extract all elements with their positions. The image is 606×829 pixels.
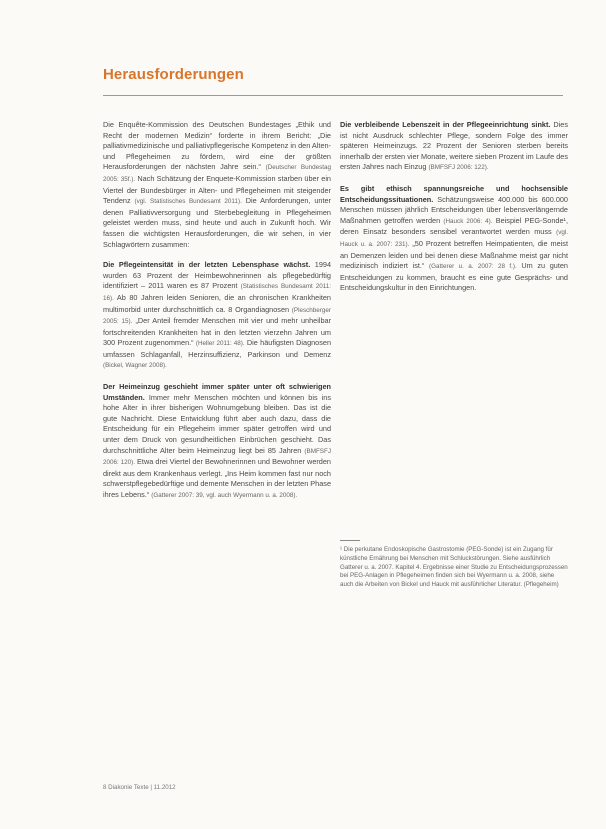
footnote: ¹ Die perkutane Endoskopische Gastrostomie (PEG-Sonde) ist ein Zugang für künstliche Ernährung bei Menschen mit Schluckstörungen. Siehe ausführlich Gatterer u. a. 2007. Kapitel 4. Ergebnisse einer Studie zu Entscheidungsprozessen bei PEG-Anlagen in Pflegeheimen finden sich bei Wyermann u. a. 2008, siehe auch die Arbeiten von Bickel und Hauck mit ausführlicher Literatur. (Pflegeheim) [340,546,568,589]
citation: (Heller 2011: 48). [195,340,245,348]
paragraph-text: Beispiel PEG-Sonde¹, deren Einsatz besonders sensibel verantwortet werden muss [340,215,568,237]
paragraph-lead: Der Heimeinzug geschieht immer später unter oft schwierigen Umständen. [103,382,331,402]
paragraph-text: Die Enquête-Kommission des Deutschen Bundestages „Ethik und Recht der modernen Medizin“ forderte in ihrem Bericht: „Die palliativmedizinische und palliativpflegerische Kompetenz in den Alten- und Pflegeheimen zu fördern, wird eine der größten Herausforderungen der nächsten Jahre sein.“ [103,120,331,172]
paragraph-text: Schätzungsweise 400.000 bis 600.000 Menschen müssen jährlich Entscheidungen über lebensverlängernde Maßnahmen getroffen werden [340,194,568,225]
paragraph-lead: Die verbleibende Lebenszeit in der Pflegeeinrichtung sinkt. [340,120,551,129]
paragraph-text: „Der Anteil fremder Menschen mit vier und mehr unheilbar fortschreitenden Krankheiten hat in den letzten vierzehn Jahren um 300 Prozent zugenommen.“ [103,316,331,348]
footnote-divider [340,540,360,541]
paragraph-pflegeintensitaet [103,260,331,372]
citation: (BMFSFJ 2006: 120). [103,447,331,467]
citation: (Hauck 2006: 4). [443,217,493,225]
paragraph-lebenszeit [340,120,568,174]
paragraph-text: Die Anforderungen, unter denen Palliativversorgung und Sterbebegleitung in Pflegeheimen geleistet werden muss, sind heute und auch in Zukunft hoch. Wir fassen die wichtigsten Herausforderungen, die wir sehen, in vier Schlagwörtern zusammen: [103,196,331,249]
citation: (Bickel, Wagner 2008). [103,362,167,370]
citation: (BMFSFJ 2006: 122). [428,164,489,172]
paragraph-text: Dies ist nicht Ausdruck schlechter Pflege, sondern Folge des immer späteren Heimeinzugs. 22 Prozent der Senioren sterben bereits innerhalb der ersten vier Monate, weitere sieben Prozent im Laufe des ersten Jahres nach Einzug [340,120,569,172]
paragraph-lead: Die Pflegeintensität in der letzten Lebensphase wächst. [103,260,311,270]
section-heading: Herausforderungen [103,66,244,83]
paragraph-text: Etwa drei Viertel der Bewohnerinnen und Bewohner werden direkt aus dem Krankenhaus verlegt. „Ins Heim kommen fast nur noch schwerstpflegebedürftige und demente Menschen in der letzten Phase ihres Lebens.“ [103,457,331,499]
citation: (vgl. Statistisches Bundesamt 2011). [134,198,242,206]
left-column [103,120,331,512]
paragraph-heimeinzug [103,382,331,502]
paragraph-entscheidungen [340,184,568,294]
paragraph-text: Immer mehr Menschen möchten und können bis ins hohe Alter in ihrer bisherigen Wohnumgebung bleiben. Das ist die gute Nachricht. Diese Entwicklung führt aber auch dazu, dass die Entscheidung für ein Pflegeheim immer später getroffen wird und unter dem Druck von gesundheitlichen Einbrüchen geschieht. Das durchschnittliche Alter beim Heimeinzug liegt bei 85 Jahren [103,392,331,455]
citation: (Pleschberger 2005: 15). [103,306,331,326]
citation: (vgl. Hauck u. a. 2007: 231). [340,229,568,248]
citation: (Deutscher Bundestag 2005: 35f.). [103,164,331,183]
paragraph-text: Nach Schätzung der Enquete-Kommission starben über ein Viertel der Bundesbürger in Alten- und Pflegeheimen mit steigender Tendenz [103,173,331,206]
citation: (Gatterer u. a. 2007: 28 f.). [429,263,517,271]
paragraph-text: 1994 wurden 63 Prozent der Heimbewohnerinnen als pflegebedürftig identifiziert – 2011 waren es 87 Prozent [103,260,331,291]
citation: (Statistisches Bundesamt 2011: 16). [103,283,331,302]
heading-divider [103,95,563,96]
paragraph-text: „50 Prozent betreffen Heimpatienten, die meist an Demenzen leiden und bei denen diese Maßnahme meist gar nicht medizinisch indiziert ist.“ [340,238,568,271]
citation: (Gatterer 2007: 39, vgl. auch Wyermann u. a. 2008). [151,492,298,499]
paragraph-text: Ab 80 Jahren leiden Senioren, die an chronischen Krankheiten multimorbid unter durchschnittlich ca. 8 Organdiagnosen [103,292,331,314]
page-footer: 8 Diakonie Texte | 11.2012 [103,784,176,791]
paragraph-lead: Es gibt ethisch spannungsreiche und hochsensible Entscheidungssituationen. [340,183,568,204]
right-column [340,120,568,304]
paragraph-text: Die häufigsten Diagnosen umfassen Schlaganfall, Herzinsuffizienz, Parkinson und Demenz [103,338,332,359]
paragraph-intro [103,120,331,250]
paragraph-text: Um zu guten Entscheidungen zu kommen, braucht es eine gute Gesprächs- und Entscheidungskultur in den Einrichtungen. [340,261,568,293]
